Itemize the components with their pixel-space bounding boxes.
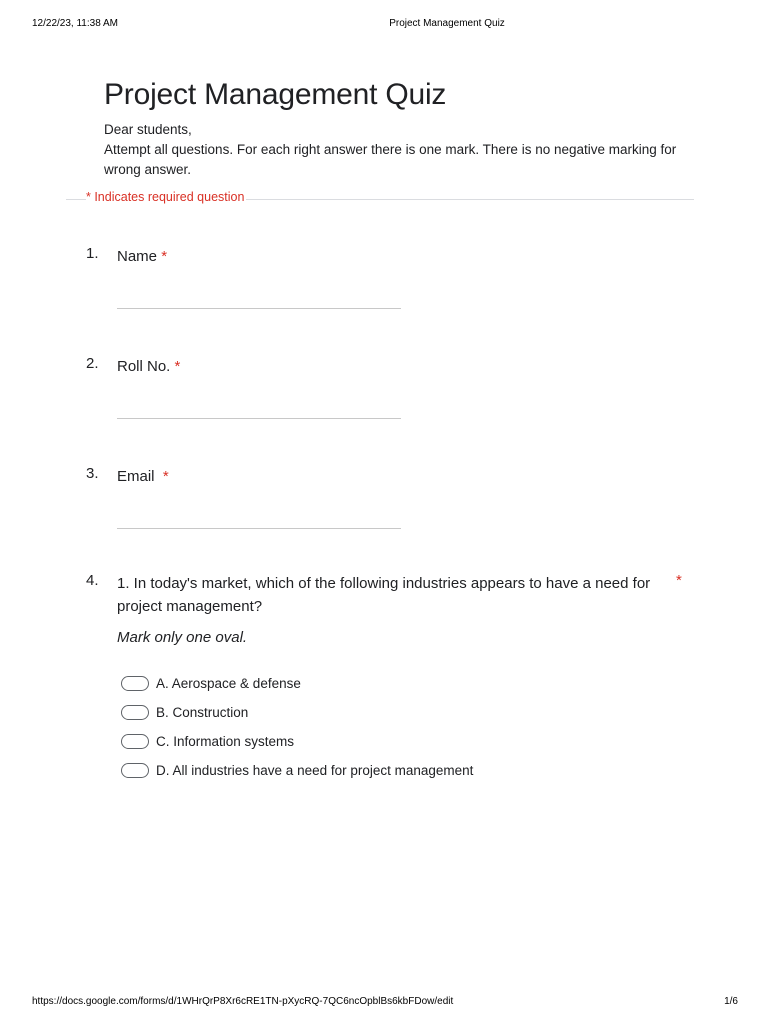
required-asterisk: * (162, 468, 169, 485)
form-description-instructions: Attempt all questions. For each right answer there is one mark. There is no negative marking for wrong answer. (104, 142, 677, 177)
oval-radio[interactable] (121, 763, 149, 778)
question-number: 1. (86, 245, 99, 262)
required-question-note: * Indicates required question (86, 190, 245, 204)
question-roll-no (86, 355, 696, 425)
question-title (117, 355, 180, 378)
question-hint: Mark only one oval. (117, 629, 248, 646)
question-email (86, 465, 696, 535)
required-asterisk: * (676, 572, 682, 589)
required-note-row (66, 190, 694, 210)
roll-no-answer-field[interactable] (117, 418, 401, 419)
option-label: C. Information systems (156, 734, 295, 749)
option-label: B. Construction (156, 705, 249, 720)
question-title (117, 465, 169, 488)
form-description (104, 120, 684, 180)
question-name (86, 245, 696, 315)
question-title-text: Name (117, 248, 158, 265)
footer-page-number: 1/6 (724, 996, 738, 1007)
form-description-greeting: Dear students, (104, 122, 192, 137)
question-title-text: Roll No. (117, 358, 171, 375)
oval-radio[interactable] (121, 676, 149, 691)
email-answer-field[interactable] (117, 528, 401, 529)
question-industries (86, 572, 696, 792)
print-datetime: 12/22/23, 11:38 AM (32, 18, 118, 29)
question-number: 3. (86, 465, 99, 482)
question-title (117, 245, 167, 268)
question-title-text: 1. In today's market, which of the following industries appears to have a need for project management? (117, 575, 651, 615)
required-asterisk: * (174, 358, 181, 375)
form-title: Project Management Quiz (104, 78, 447, 111)
print-header (0, 18, 768, 32)
name-answer-field[interactable] (117, 308, 401, 309)
option-label: D. All industries have a need for project management (156, 763, 474, 778)
print-document-title: Project Management Quiz (389, 18, 505, 29)
print-footer (0, 996, 768, 1010)
required-asterisk: * (161, 248, 168, 265)
question-number: 4. (86, 572, 99, 589)
question-number: 2. (86, 355, 99, 372)
footer-url: https://docs.google.com/forms/d/1WHrQrP8Xr6cRE1TN-pXycRQ-7QC6ncOpblBs6kbFDow/edit (32, 996, 454, 1007)
option-label: A. Aerospace & defense (156, 676, 301, 691)
question-title-text: Email (117, 468, 155, 485)
oval-radio[interactable] (121, 705, 149, 720)
oval-radio[interactable] (121, 734, 149, 749)
